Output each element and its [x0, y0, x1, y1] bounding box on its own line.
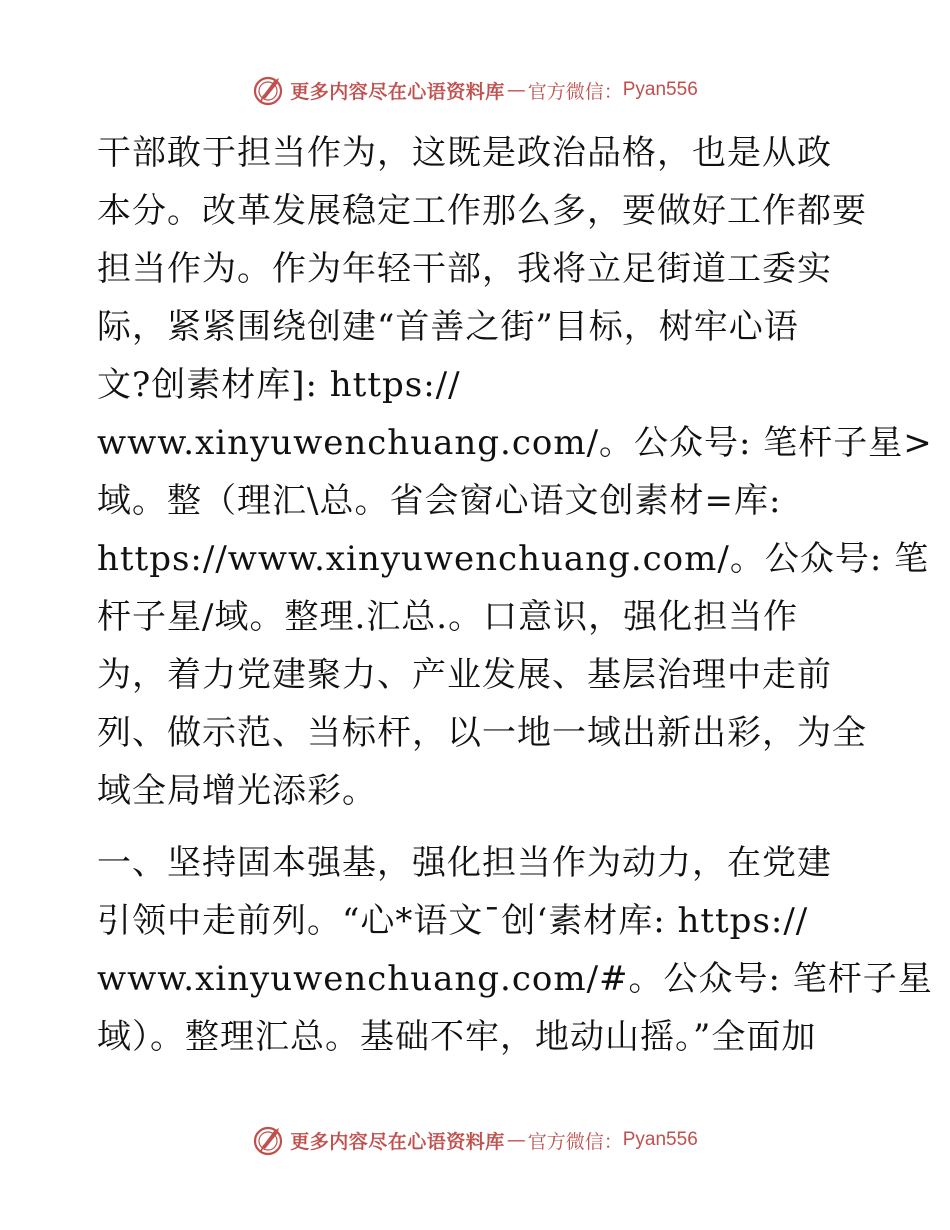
header-dash: —	[506, 79, 526, 101]
paragraph-line: 为，着力党建聚力、产业发展、基层治理中走前	[97, 655, 832, 695]
footer-dash: —	[506, 1129, 526, 1151]
paragraph-line: www.xinyuwenchuang.com/。公众号: 笔杆子星>	[97, 423, 933, 463]
footer-wechat-id: Pyan556	[622, 1129, 698, 1150]
paragraph-line: 列、做示范、当标杆，以一地一域出新出彩，为全	[97, 713, 867, 753]
paragraph-1	[97, 124, 933, 820]
paragraph-line: 域）。整理汇总。基础不牢，地动山摇。”全面加	[97, 1017, 817, 1057]
footer-site-text: 更多内容尽在心语资料库	[290, 1130, 505, 1153]
header-site-text: 更多内容尽在心语资料库	[290, 80, 505, 103]
paragraph-line: 引领中走前列。“心*语文¯创‘素材库: https://	[97, 901, 809, 941]
paragraph-line: 域。整（理汇\总。省会窗心语文创素材=库:	[97, 481, 782, 521]
footer-watermark-banner	[0, 1120, 950, 1160]
paragraph-line: 域全局增光添彩。	[97, 771, 377, 811]
pen-nib-logo-icon	[252, 1123, 286, 1157]
paragraph-line: www.xinyuwenchuang.com/#。公众号: 笔杆子星	[97, 959, 933, 999]
paragraph-line: 杆子星/域。整理.汇总.。口意识，强化担当作	[97, 597, 799, 637]
document-body	[97, 124, 933, 1066]
footer-wechat-label: 官方微信：	[527, 1130, 623, 1153]
paragraph-line: 文?创素材库]: https://	[97, 365, 461, 405]
paragraph-line: 本分。改革发展稳定工作那么多，要做好工作都要	[97, 191, 867, 231]
header-wechat-label: 官方微信：	[527, 80, 623, 103]
paragraph-line: 一、坚持固本强基，强化担当作为动力，在党建	[97, 843, 832, 883]
paragraph-2	[97, 834, 933, 1066]
header-wechat-id: Pyan556	[622, 79, 698, 100]
paragraph-line: 担当作为。作为年轻干部，我将立足街道工委实	[97, 249, 832, 289]
header-watermark-banner	[0, 70, 950, 110]
paragraph-line: 干部敢于担当作为，这既是政治品格，也是从政	[97, 133, 832, 173]
paragraph-line: 际，紧紧围绕创建“首善之街”目标，树牢心语	[97, 307, 799, 347]
pen-nib-logo-icon	[252, 73, 286, 107]
paragraph-line: https://www.xinyuwenchuang.com/。公众号: 笔	[97, 539, 930, 579]
